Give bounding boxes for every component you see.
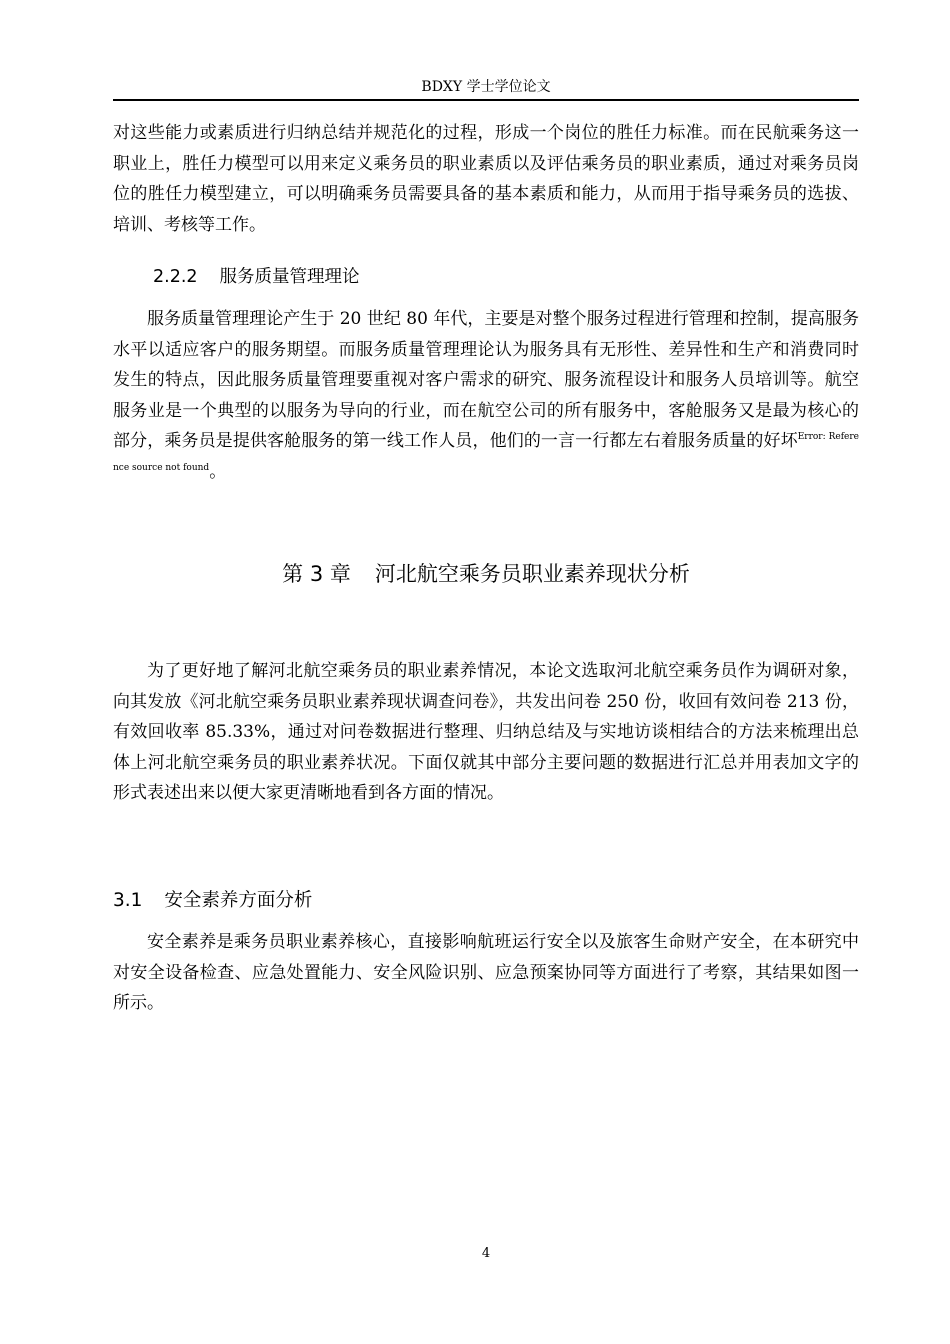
running-header: BDXY 学士学位论文 [421, 79, 551, 95]
chapter-title: 河北航空乘务员职业素养现状分析 [374, 562, 690, 586]
chapter-3-heading [113, 558, 859, 590]
section-2-2-2-paragraph [113, 304, 859, 487]
chapter-number: 第 3 章 [282, 562, 351, 586]
section-3-1-heading [113, 886, 859, 916]
continued-paragraph: 对这些能力或素质进行归纳总结并规范化的过程，形成一个岗位的胜任力标准。而在民航乘务这一职业上，胜任力模型可以用来定义乘务员的职业素质以及评估乘务员的职业素质，通过对乘务员岗位的胜任力模型建立，可以明确乘务员需要具备的基本素质和能力，从而用于指导乘务员的选拔、培训、考核等工作。 [113, 123, 859, 235]
continued-paragraph-block [113, 118, 859, 240]
section-title: 安全素养方面分析 [164, 890, 313, 911]
page-number: 4 [481, 1246, 491, 1261]
section-title: 服务质量管理理论 [219, 267, 360, 287]
section-2-2-2-heading [113, 262, 859, 292]
section-number: 3.1 [113, 890, 143, 911]
chapter-3-intro-block [113, 656, 859, 809]
end-punctuation: 。 [209, 461, 227, 482]
section-3-1-body [113, 927, 859, 1019]
paragraph-text: 服务质量管理理论产生于 20 世纪 80 年代，主要是对整个服务过程进行管理和控制，提高服务水平以适应客户的服务期望。而服务质量管理理论认为服务具有无形性、差异性和生产和消费同时发生的特点，因此服务质量管理要重视对客户需求的研究、服务流程设计和服务人员培训等。航空服务业是一个典型的以服务为导向的行业，而在航空公司的所有服务中，客舱服务又是最为核心的部分，乘务员是提供客舱服务的第一线工作人员，他们的一言一行都左右着服务质量的好坏 [113, 309, 859, 451]
reference-error-superscript: Error: Reference source not found [113, 432, 859, 473]
section-number: 2.2.2 [153, 267, 198, 287]
section-3-1-paragraph: 安全素养是乘务员职业素养核心，直接影响航班运行安全以及旅客生命财产安全，在本研究中对安全设备检查、应急处置能力、安全风险识别、应急预案协同等方面进行了考察，其结果如图一所示。 [113, 932, 859, 1013]
section-2-2-2-body [113, 304, 859, 487]
header-rule [113, 99, 859, 101]
chapter-3-intro-paragraph: 为了更好地了解河北航空乘务员的职业素养情况，本论文选取河北航空乘务员作为调研对象，向其发放《河北航空乘务员职业素养现状调查问卷》，共发出问卷 250 份，收回有效问卷 213 份，有效回收率 85.33%，通过对问卷数据进行整理、归纳总结及与实地访谈相结合的方法来梳理出总体上河北航空乘务员的职业素养状况。下面仅就其中部分主要问题的数据进行汇总并用表加文字的形式表述出来以便大家更清晰地看到各方面的情况。 [113, 661, 859, 803]
